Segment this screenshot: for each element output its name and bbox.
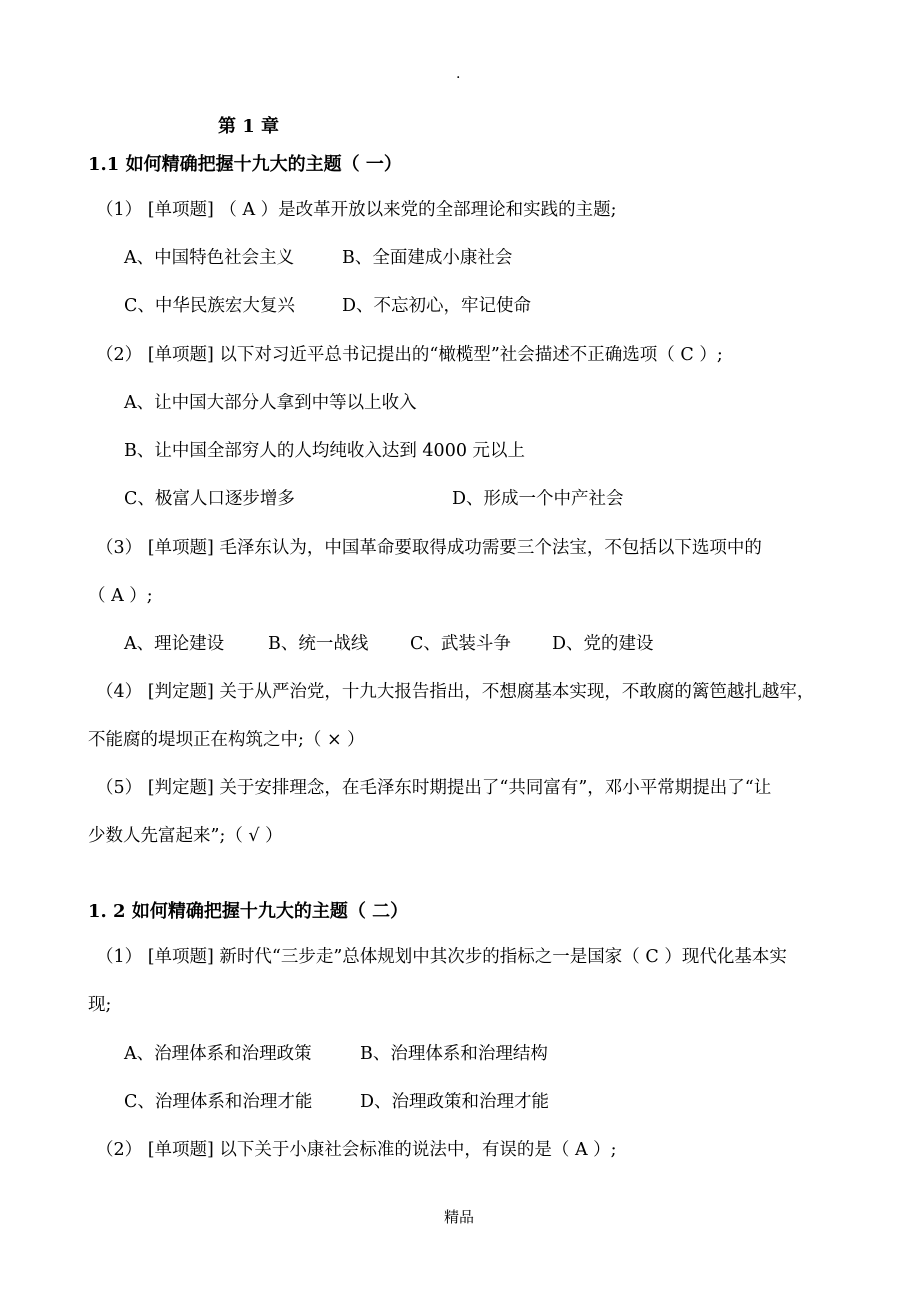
question-line: （2） [单项题] 以下对习近平总书记提出的“橄榄型”社会描述不正确选项（ C ）;	[96, 345, 723, 365]
question-line: （2） [单项题] 以下关于小康社会标准的说法中，有误的是（ A ）;	[96, 1140, 617, 1160]
option: D、治理政策和治理才能	[360, 1092, 550, 1112]
question-line: （3） [单项题] 毛泽东认为，中国革命要取得成功需要三个法宝，不包括以下选项中的	[96, 538, 762, 558]
option: C、治理体系和治理才能	[124, 1092, 313, 1112]
chapter-title: 第 1 章	[218, 116, 280, 137]
option: C、极富人口逐步增多	[124, 489, 295, 509]
option: B、全面建成小康社会	[342, 248, 513, 268]
option: D、党的建设	[552, 634, 654, 654]
option: D、形成一个中产社会	[452, 489, 624, 509]
question-line: 少数人先富起来”;（ √ ）	[88, 826, 283, 846]
header-mark: .	[456, 66, 461, 82]
option: B、让中国全部穷人的人均纯收入达到 4000 元以上	[124, 441, 526, 461]
question-line: 现;	[88, 995, 112, 1015]
option: C、武装斗争	[410, 634, 511, 654]
option: B、统一战线	[268, 634, 369, 654]
option: B、治理体系和治理结构	[360, 1044, 548, 1064]
question-line: （ A ）;	[88, 586, 153, 606]
option: D、不忘初心，牢记使命	[342, 296, 532, 316]
question-line: （5） [判定题] 关于安排理念，在毛泽东时期提出了“共同富有”，邓小平常期提出了“让	[96, 778, 772, 798]
section-title: 1. 2 如何精确把握十九大的主题（ 二）	[88, 901, 409, 922]
section-title: 1.1 如何精确把握十九大的主题（ 一）	[88, 154, 402, 175]
option: A、理论建设	[124, 634, 225, 654]
question-line: （1） [单项题] 新时代“三步走”总体规划中其次步的指标之一是国家（ C ）现代化基本实	[96, 947, 787, 967]
option: A、治理体系和治理政策	[124, 1044, 312, 1064]
question-line: （4） [判定题] 关于从严治党，十九大报告指出，不想腐基本实现，不敢腐的篱笆越扎越牢，	[96, 682, 815, 702]
option: A、中国特色社会主义	[124, 248, 295, 268]
question-line: （1） [单项题] （ A ）是改革开放以来党的全部理论和实践的主题;	[96, 200, 617, 220]
question-line: 不能腐的堤坝正在构筑之中;（ × ）	[88, 730, 365, 750]
footer-label: 精品	[444, 1208, 475, 1226]
option: A、让中国大部分人拿到中等以上收入	[124, 393, 417, 413]
option: C、中华民族宏大复兴	[124, 296, 295, 316]
